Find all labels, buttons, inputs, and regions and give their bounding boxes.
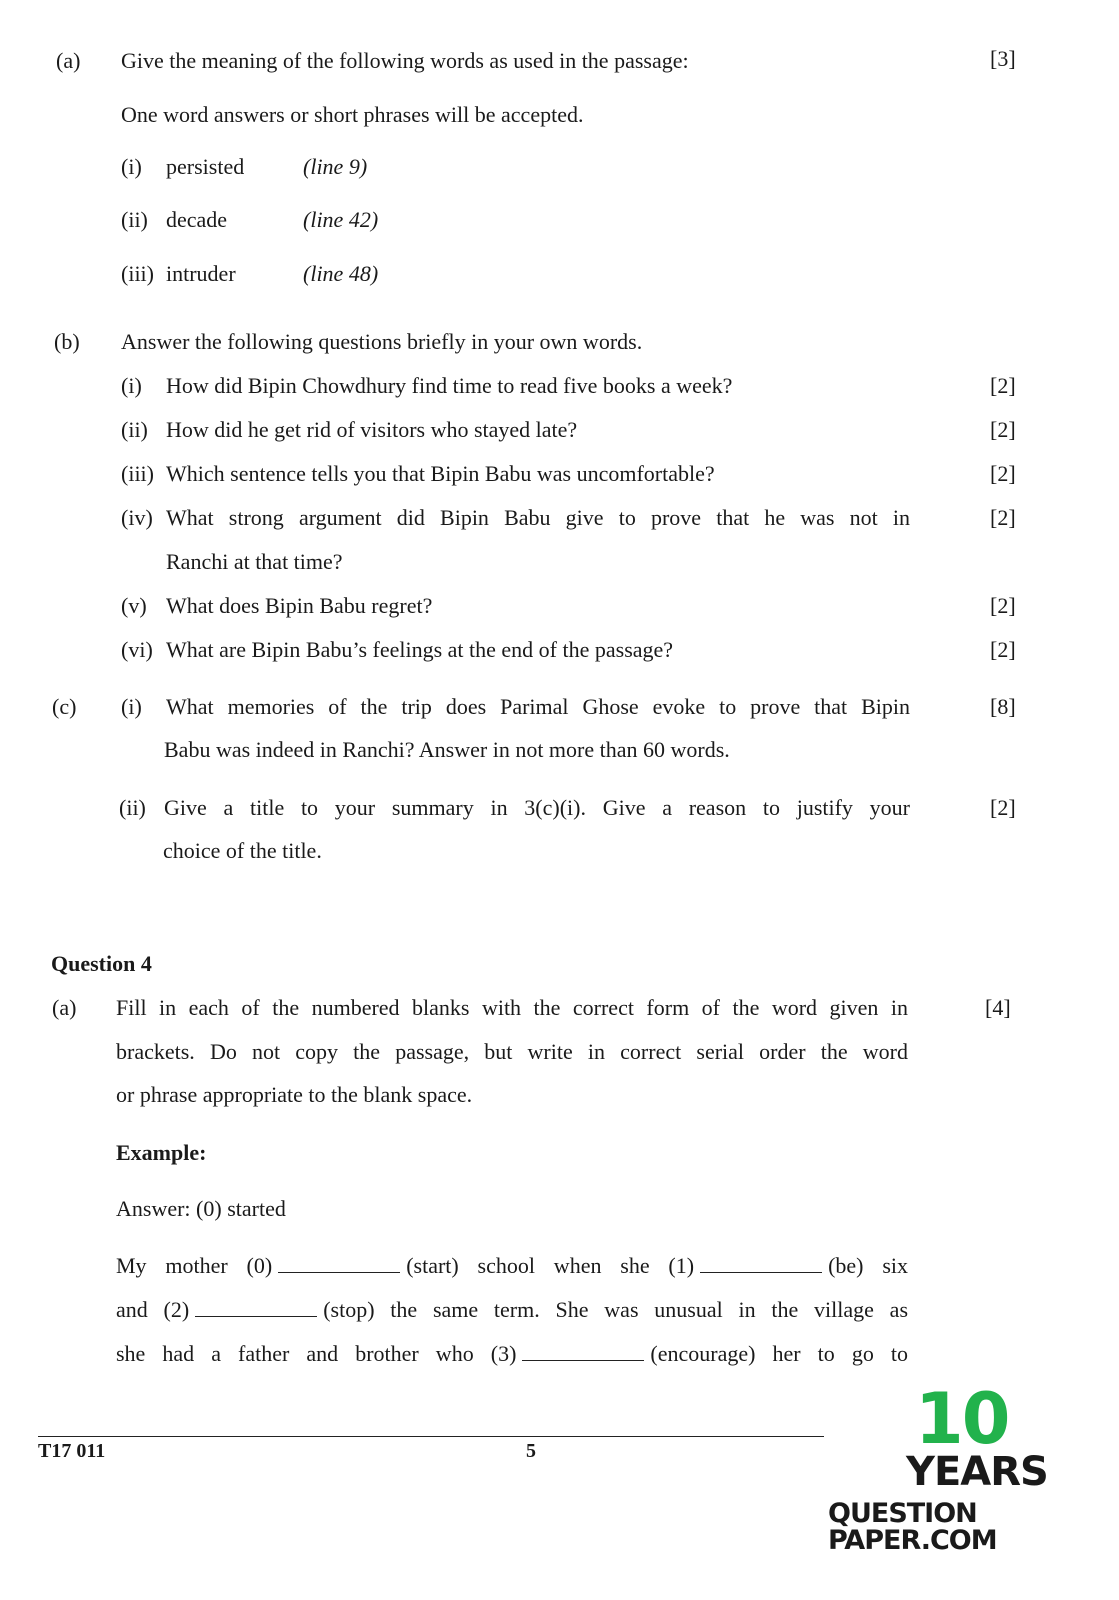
example-label: Example: (116, 1140, 207, 1165)
q3a-item-num: (iii) (121, 261, 154, 286)
q3a-item-ref: (line 42) (303, 207, 379, 232)
q4a-line: or phrase appropriate to the blank space. (116, 1082, 473, 1107)
q3b-item-num: (ii) (121, 417, 148, 442)
footer-rule (38, 1436, 824, 1437)
q3b-item-marks: [2] (990, 637, 1016, 662)
blank-0 (278, 1256, 400, 1273)
q3b-item-text: How did Bipin Chowdhury find time to read five books a week? (166, 373, 733, 398)
q4a-marks: [4] (985, 995, 1011, 1020)
q3b-item-text-cont: Ranchi at that time? (166, 549, 343, 574)
passage-text: My mother (0) (116, 1253, 273, 1278)
paper-code: T17 011 (38, 1440, 106, 1462)
q4a-line: brackets. Do not copy the passage, but write in correct serial order the word (116, 1039, 908, 1064)
q3b-item-num: (i) (121, 373, 142, 398)
q3b-item-text: Which sentence tells you that Bipin Babu was uncomfortable? (166, 461, 715, 486)
passage-text: (be) six (828, 1253, 909, 1278)
q3a-instruction: Give the meaning of the following words as used in the passage: (121, 48, 689, 73)
q3b-item-marks: [2] (990, 373, 1016, 398)
q3a-item-num: (i) (121, 154, 142, 179)
q3a-marks: [3] (990, 46, 1016, 71)
q3b-item-text: How did he get rid of visitors who stayed late? (166, 417, 578, 442)
page-number: 5 (526, 1440, 536, 1462)
q3c-item-marks: [8] (990, 694, 1016, 719)
q3c-item-text-cont: choice of the title. (163, 838, 322, 863)
passage-text: (encourage) her to go to (650, 1341, 908, 1366)
blank-2 (195, 1300, 317, 1317)
q3b-item-marks: [2] (990, 505, 1016, 530)
passage-line-2 (116, 1297, 908, 1323)
q3b-item-text: What are Bipin Babu’s feelings at the end of the passage? (166, 637, 674, 662)
passage-line-1 (116, 1253, 908, 1279)
q4-heading: Question 4 (51, 951, 152, 976)
passage-line-3 (116, 1341, 908, 1367)
q3c-item-num: (i) (121, 694, 142, 719)
blank-1 (700, 1256, 822, 1273)
q3b-label: (b) (54, 329, 80, 354)
q3b-item-num: (iv) (121, 505, 153, 530)
q3b-item-num: (vi) (121, 637, 153, 662)
q3b-item-text: What does Bipin Babu regret? (166, 593, 433, 618)
q3a-item-word: persisted (166, 154, 245, 179)
q3c-item-text: What memories of the trip does Parimal Ghose evoke to prove that Bipin (166, 694, 910, 719)
watermark-number: 10 (915, 1378, 1009, 1460)
q3c-item-text: Give a title to your summary in 3(c)(i). Give a reason to justify your (164, 795, 910, 820)
q3c-label: (c) (52, 694, 77, 719)
q3c-item-num: (ii) (119, 795, 146, 820)
q3b-item-num: (v) (121, 593, 147, 618)
q3a-item-word: intruder (166, 261, 236, 286)
q3b-item-num: (iii) (121, 461, 154, 486)
q3b-item-marks: [2] (990, 593, 1016, 618)
passage-text: she had a father and brother who (3) (116, 1341, 517, 1366)
q3b-item-marks: [2] (990, 461, 1016, 486)
q4a-label: (a) (52, 995, 77, 1020)
watermark-site: QUESTION PAPER.COM (828, 1498, 997, 1556)
example-answer: Answer: (0) started (116, 1196, 286, 1221)
passage-text: and (2) (116, 1297, 190, 1322)
passage-text: (stop) the same term. She was unusual in the village as (323, 1297, 909, 1322)
q3a-item-ref: (line 9) (303, 154, 368, 179)
q3a-item-ref: (line 48) (303, 261, 379, 286)
q3b-item-text: What strong argument did Bipin Babu give to prove that he was not in (166, 505, 910, 530)
q3b-item-marks: [2] (990, 417, 1016, 442)
q4a-line: Fill in each of the numbered blanks with the correct form of the word given in (116, 995, 908, 1020)
q3a-label: (a) (56, 48, 81, 73)
q3c-item-text-cont: Babu was indeed in Ranchi? Answer in not more than 60 words. (164, 737, 730, 762)
q3a-note: One word answers or short phrases will be accepted. (121, 102, 584, 127)
q3a-item-word: decade (166, 207, 228, 232)
q3b-instruction: Answer the following questions briefly in your own words. (121, 329, 643, 354)
passage-text: (start) school when she (1) (406, 1253, 695, 1278)
q3c-item-marks: [2] (990, 795, 1016, 820)
blank-3 (522, 1344, 644, 1361)
q3a-item-num: (ii) (121, 207, 148, 232)
watermark-years: YEARS (906, 1449, 1048, 1495)
